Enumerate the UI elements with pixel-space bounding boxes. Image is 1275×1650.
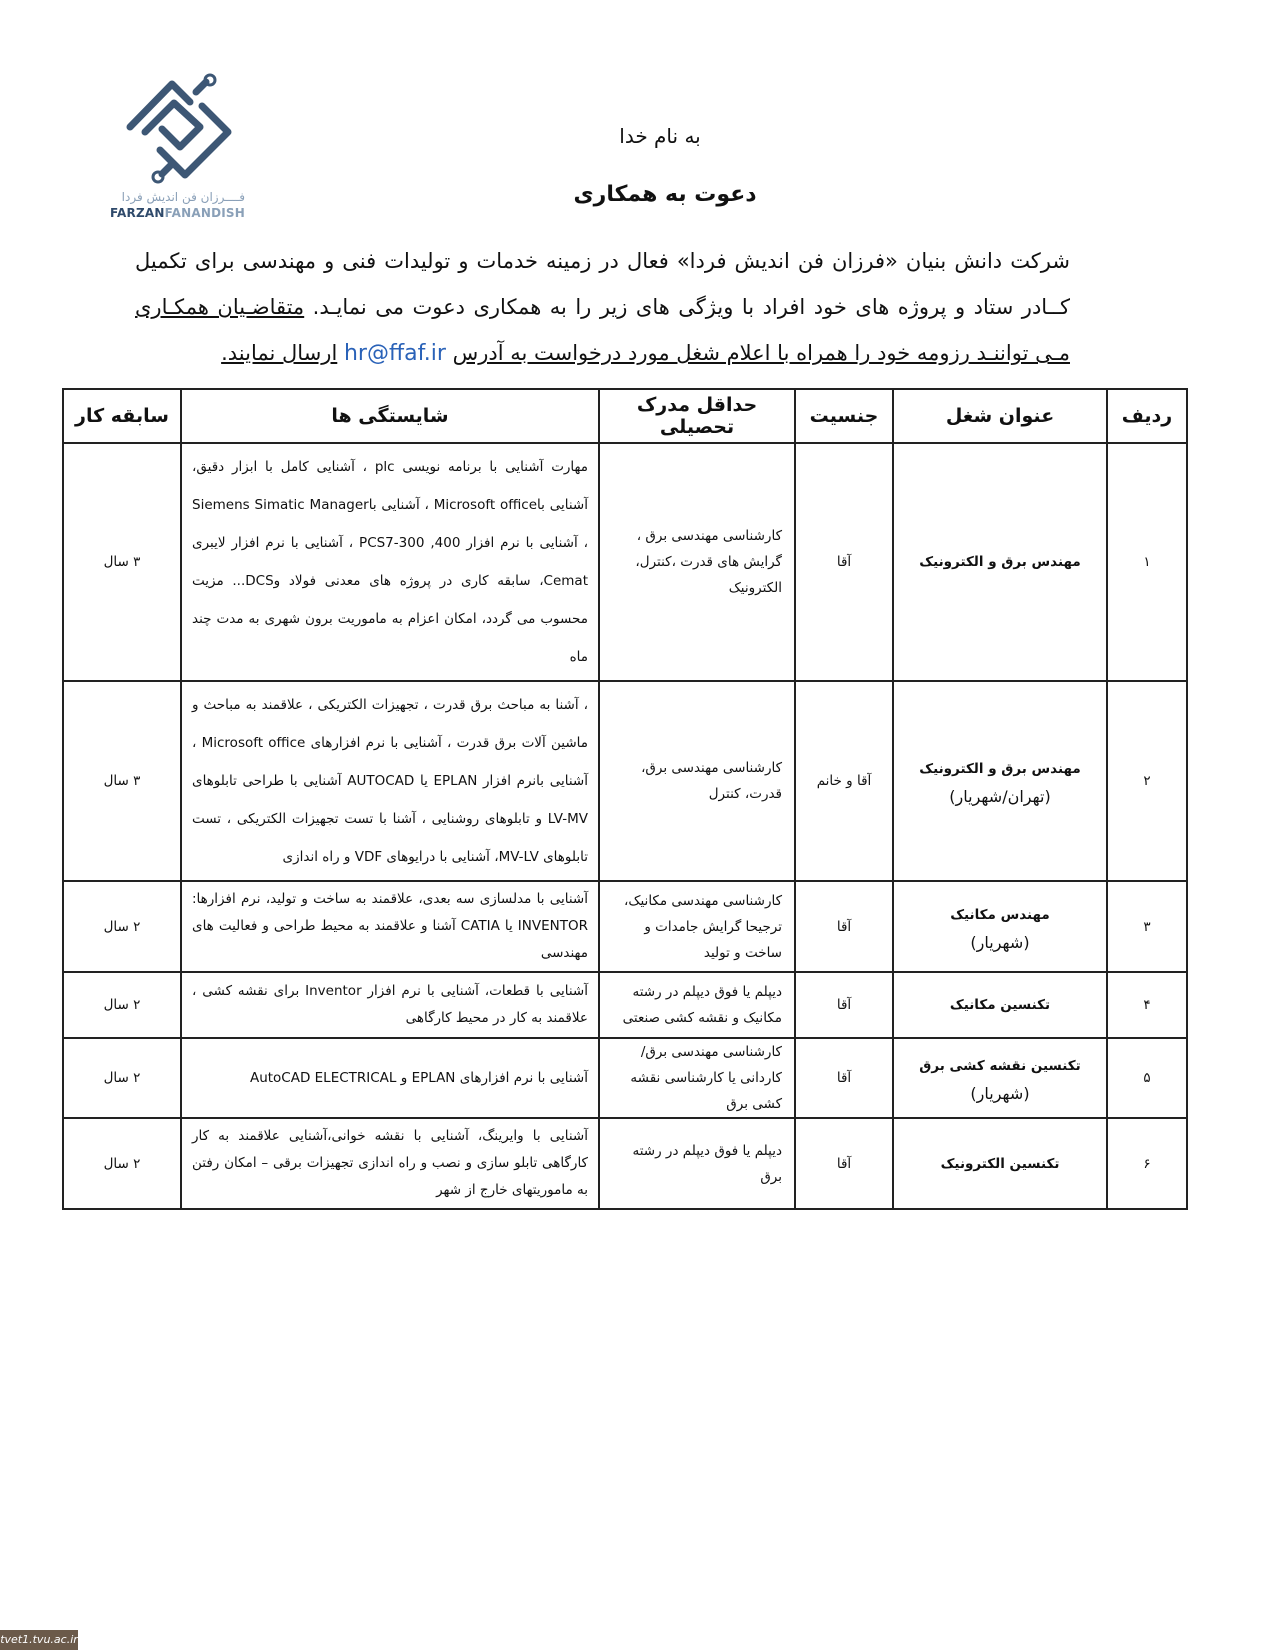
job-title-cell <box>893 881 1107 972</box>
row-number: ۶ <box>1107 1118 1187 1209</box>
job-title-cell <box>893 681 1107 881</box>
skills-cell: ، آشنا به مباحث برق قدرت ، تجهیزات الکتریکی ، علاقمند به مباحث و ماشین آلات برق قدرت ، آشنایی با نرم افزارهای Microsoft office ، آشنایی بانرم افزار EPLAN یا AUTOCAD آشنایی با طراحی تابلوهای LV-MV و تابلوهای روشنایی ، آشنا با تست تجهیزات الکتریکی ، تست تابلوهای MV-LV، آشنایی با درایوهای VDF و راه اندازی <box>181 681 599 881</box>
job-title-cell <box>893 972 1107 1038</box>
job-title: تکنسین الکترونیک <box>940 1155 1060 1172</box>
job-location: (شهریار) <box>970 932 1030 952</box>
degree-cell: کارشناسی مهندسی برق/ کاردانی یا کارشناسی نقشه کشی برق <box>599 1038 795 1118</box>
skills-cell: آشنایی با قطعات، آشنایی با نرم افزار Inventor برای نقشه کشی ، علاقمند به کار در محیط کارگاهی <box>181 972 599 1038</box>
table-row <box>63 972 1187 1038</box>
row-number: ۳ <box>1107 881 1187 972</box>
table-row <box>63 443 1187 681</box>
row-number: ۵ <box>1107 1038 1187 1118</box>
experience-cell: ۲ سال <box>63 1038 181 1118</box>
job-title-cell <box>893 443 1107 681</box>
logo-text-fa: فــــرزان فن اندیش فردا <box>121 190 245 204</box>
gender-cell: آقا <box>795 443 893 681</box>
jobs-table <box>62 388 1188 1210</box>
degree-cell: کارشناسی مهندسی برق ، گرایش های قدرت ،کنترل، الکترونیک <box>599 443 795 681</box>
job-title: مهندس برق و الکترونیک <box>919 554 1081 570</box>
skills-cell: آشنایی با نرم افزارهای EPLAN و AutoCAD ELECTRICAL <box>181 1038 599 1118</box>
gender-cell: آقا و خانم <box>795 681 893 881</box>
job-title: تکنسین نقشه کشی برق <box>919 1058 1081 1074</box>
row-number: ۲ <box>1107 681 1187 881</box>
logo-text-en-light: FANANDISH <box>164 206 245 220</box>
intro-text-3: ارسال نمایند. <box>221 341 338 365</box>
row-number: ۴ <box>1107 972 1187 1038</box>
gender-cell: آقا <box>795 1038 893 1118</box>
intro-text-1: شرکت دانش بنیان «فرزان فن اندیش فردا» فعال در زمینه خدمات و تولیدات فنی و مهندسی برای تکمیل کــادر ستاد و پروژه های خود افراد با ویژگی های زیر را به همکاری دعوت می نمایـد. <box>135 249 1070 319</box>
job-title-cell <box>893 1038 1107 1118</box>
degree-cell: کارشناسی مهندسی مکانیک، ترجیحا گرایش جامدات و ساخت و تولید <box>599 881 795 972</box>
header-job-title: عنوان شغل <box>893 389 1107 443</box>
job-title: مهندس مکانیک <box>950 906 1050 923</box>
site-watermark: tvet1.tvu.ac.ir <box>0 1630 78 1650</box>
skills-cell: مهارت آشنایی با برنامه نویسی plc ، آشنایی کامل با ابزار دقیق، آشنایی باMicrosoft office ، آشنایی باSiemens Simatic Manager ، آشنایی با نرم افزار 400, PCS7-300 ، آشنایی با نرم افزار لایبری Cemat، سابقه کاری در پروژه های معدنی فولاد وDCS... مزیت محسوب می گردد، امکان اعزام به ماموریت برون شهری به مدت چند ماه <box>181 443 599 681</box>
header-degree: حداقل مدرک تحصیلی <box>599 389 795 443</box>
header-experience: سابقه کار <box>63 389 181 443</box>
job-location: (شهریار) <box>970 1084 1030 1103</box>
degree-cell: دیپلم یا فوق دیپلم در رشته برق <box>599 1118 795 1209</box>
circuit-logo-icon <box>110 72 245 187</box>
experience-cell: ۳ سال <box>63 681 181 881</box>
gender-cell: آقا <box>795 972 893 1038</box>
company-logo <box>110 72 245 222</box>
experience-cell: ۲ سال <box>63 881 181 972</box>
degree-cell: دیپلم یا فوق دیپلم در رشته مکانیک و نقشه کشی صنعتی <box>599 972 795 1038</box>
bismillah: به نام خدا <box>619 124 701 148</box>
gender-cell: آقا <box>795 881 893 972</box>
logo-text-en <box>110 206 245 220</box>
table-header-row <box>63 389 1187 443</box>
gender-cell: آقا <box>795 1118 893 1209</box>
job-title: تکنسین مکانیک <box>949 997 1051 1013</box>
table-row <box>63 681 1187 881</box>
row-number: ۱ <box>1107 443 1187 681</box>
table-row <box>63 1118 1187 1209</box>
experience-cell: ۲ سال <box>63 1118 181 1209</box>
email-link[interactable]: hr@ffaf.ir <box>343 341 446 366</box>
header-row-number: ردیف <box>1107 389 1187 443</box>
skills-cell: آشنایی با مدلسازی سه بعدی، علاقمند به ساخت و تولید، نرم افزارها: INVENTOR یا CATIA آشنا و علاقمند به محیط طراحی و فعالیت های مهندسی <box>181 881 599 972</box>
intro-text-2: متقاضـیان همکـاری مـی تواننـد رزومه خود را همراه با اعلام شغل مورد درخواست به آدرس <box>135 295 1070 365</box>
table-row <box>63 1038 1187 1118</box>
header-skills: شایستگی ها <box>181 389 599 443</box>
degree-cell: کارشناسی مهندسی برق، قدرت، کنترل <box>599 681 795 881</box>
logo-text-en-dark: FARZAN <box>110 206 165 220</box>
job-title-cell <box>893 1118 1107 1209</box>
job-title: مهندس برق و الکترونیک <box>919 761 1081 777</box>
skills-cell: آشنایی با وایرینگ، آشنایی با نقشه خوانی،آشنایی علاقمند به کار کارگاهی تابلو سازی و نصب و راه اندازی تجهیزات برقی – امکان رفتن به ماموریتهای خارج از شهر <box>181 1118 599 1209</box>
experience-cell: ۳ سال <box>63 443 181 681</box>
job-location: (تهران/شهریار) <box>949 787 1051 806</box>
page-title: دعوت به همکاری <box>573 182 757 207</box>
header-gender: جنسیت <box>795 389 893 443</box>
intro-paragraph <box>135 238 1070 377</box>
experience-cell: ۲ سال <box>63 972 181 1038</box>
table-row <box>63 881 1187 972</box>
